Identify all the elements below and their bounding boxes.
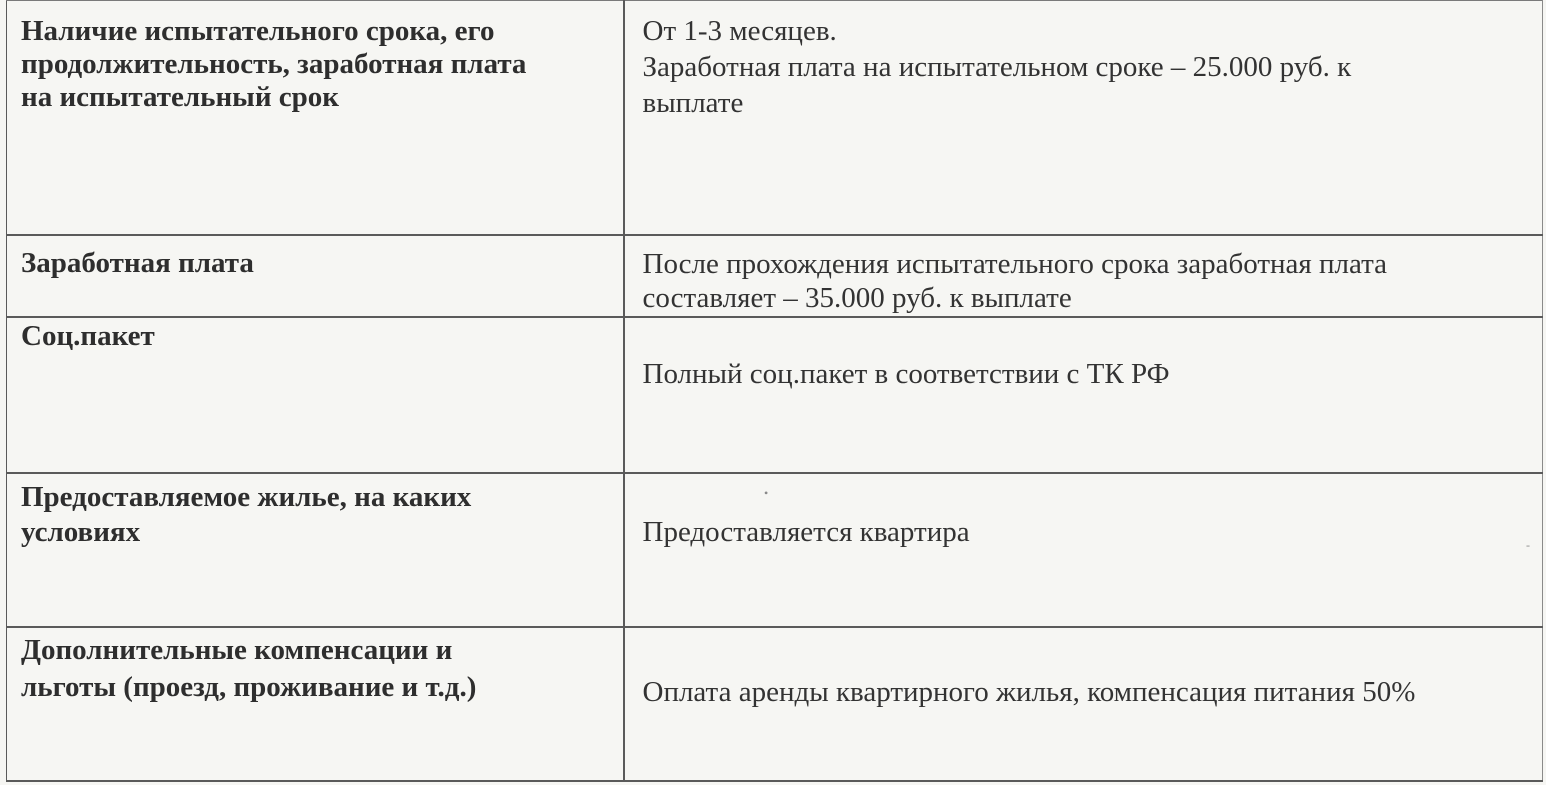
label-cell [7, 1, 624, 235]
value-cell [624, 1, 1543, 235]
row-label-salary: Заработная плата [21, 246, 254, 279]
scan-speck: - [1526, 538, 1530, 552]
row-value-social-package: Полный соц.пакет в соответствии с ТК РФ [642, 357, 1170, 390]
label-cell [7, 627, 624, 781]
row-value-housing: Предоставляется квартира [642, 515, 970, 548]
label-cell [7, 235, 624, 317]
table-row [7, 473, 1543, 627]
table-row [7, 317, 1543, 473]
label-cell [7, 473, 624, 627]
table-row [7, 235, 1543, 317]
row-label-housing: Предоставляемое жилье, на каких условиях [21, 480, 472, 548]
row-value-compensations: Оплата аренды квартирного жилья, компенсация питания 50% [642, 675, 1416, 708]
label-cell [7, 317, 624, 473]
value-cell [624, 627, 1543, 781]
row-value-salary: После прохождения испытательного срока заработная плата составляет – 35.000 руб. к выплате [642, 247, 1387, 314]
value-cell [624, 235, 1543, 317]
value-cell [624, 473, 1543, 627]
table-row [7, 1, 1543, 235]
conditions-table [6, 0, 1543, 782]
row-label-probation: Наличие испытательного срока, его продолжительность, заработная плата на испытательный срок [21, 15, 527, 113]
row-value-probation: От 1-3 месяцев. Заработная плата на испытательном сроке – 25.000 руб. к выплате [642, 15, 1352, 119]
table-row [7, 627, 1543, 781]
value-cell [624, 317, 1543, 473]
scan-speck: • [764, 486, 769, 500]
row-label-compensations: Дополнительные компенсации и льготы (проезд, проживание и т.д.) [21, 633, 477, 703]
row-label-social-package: Соц.пакет [21, 319, 155, 352]
